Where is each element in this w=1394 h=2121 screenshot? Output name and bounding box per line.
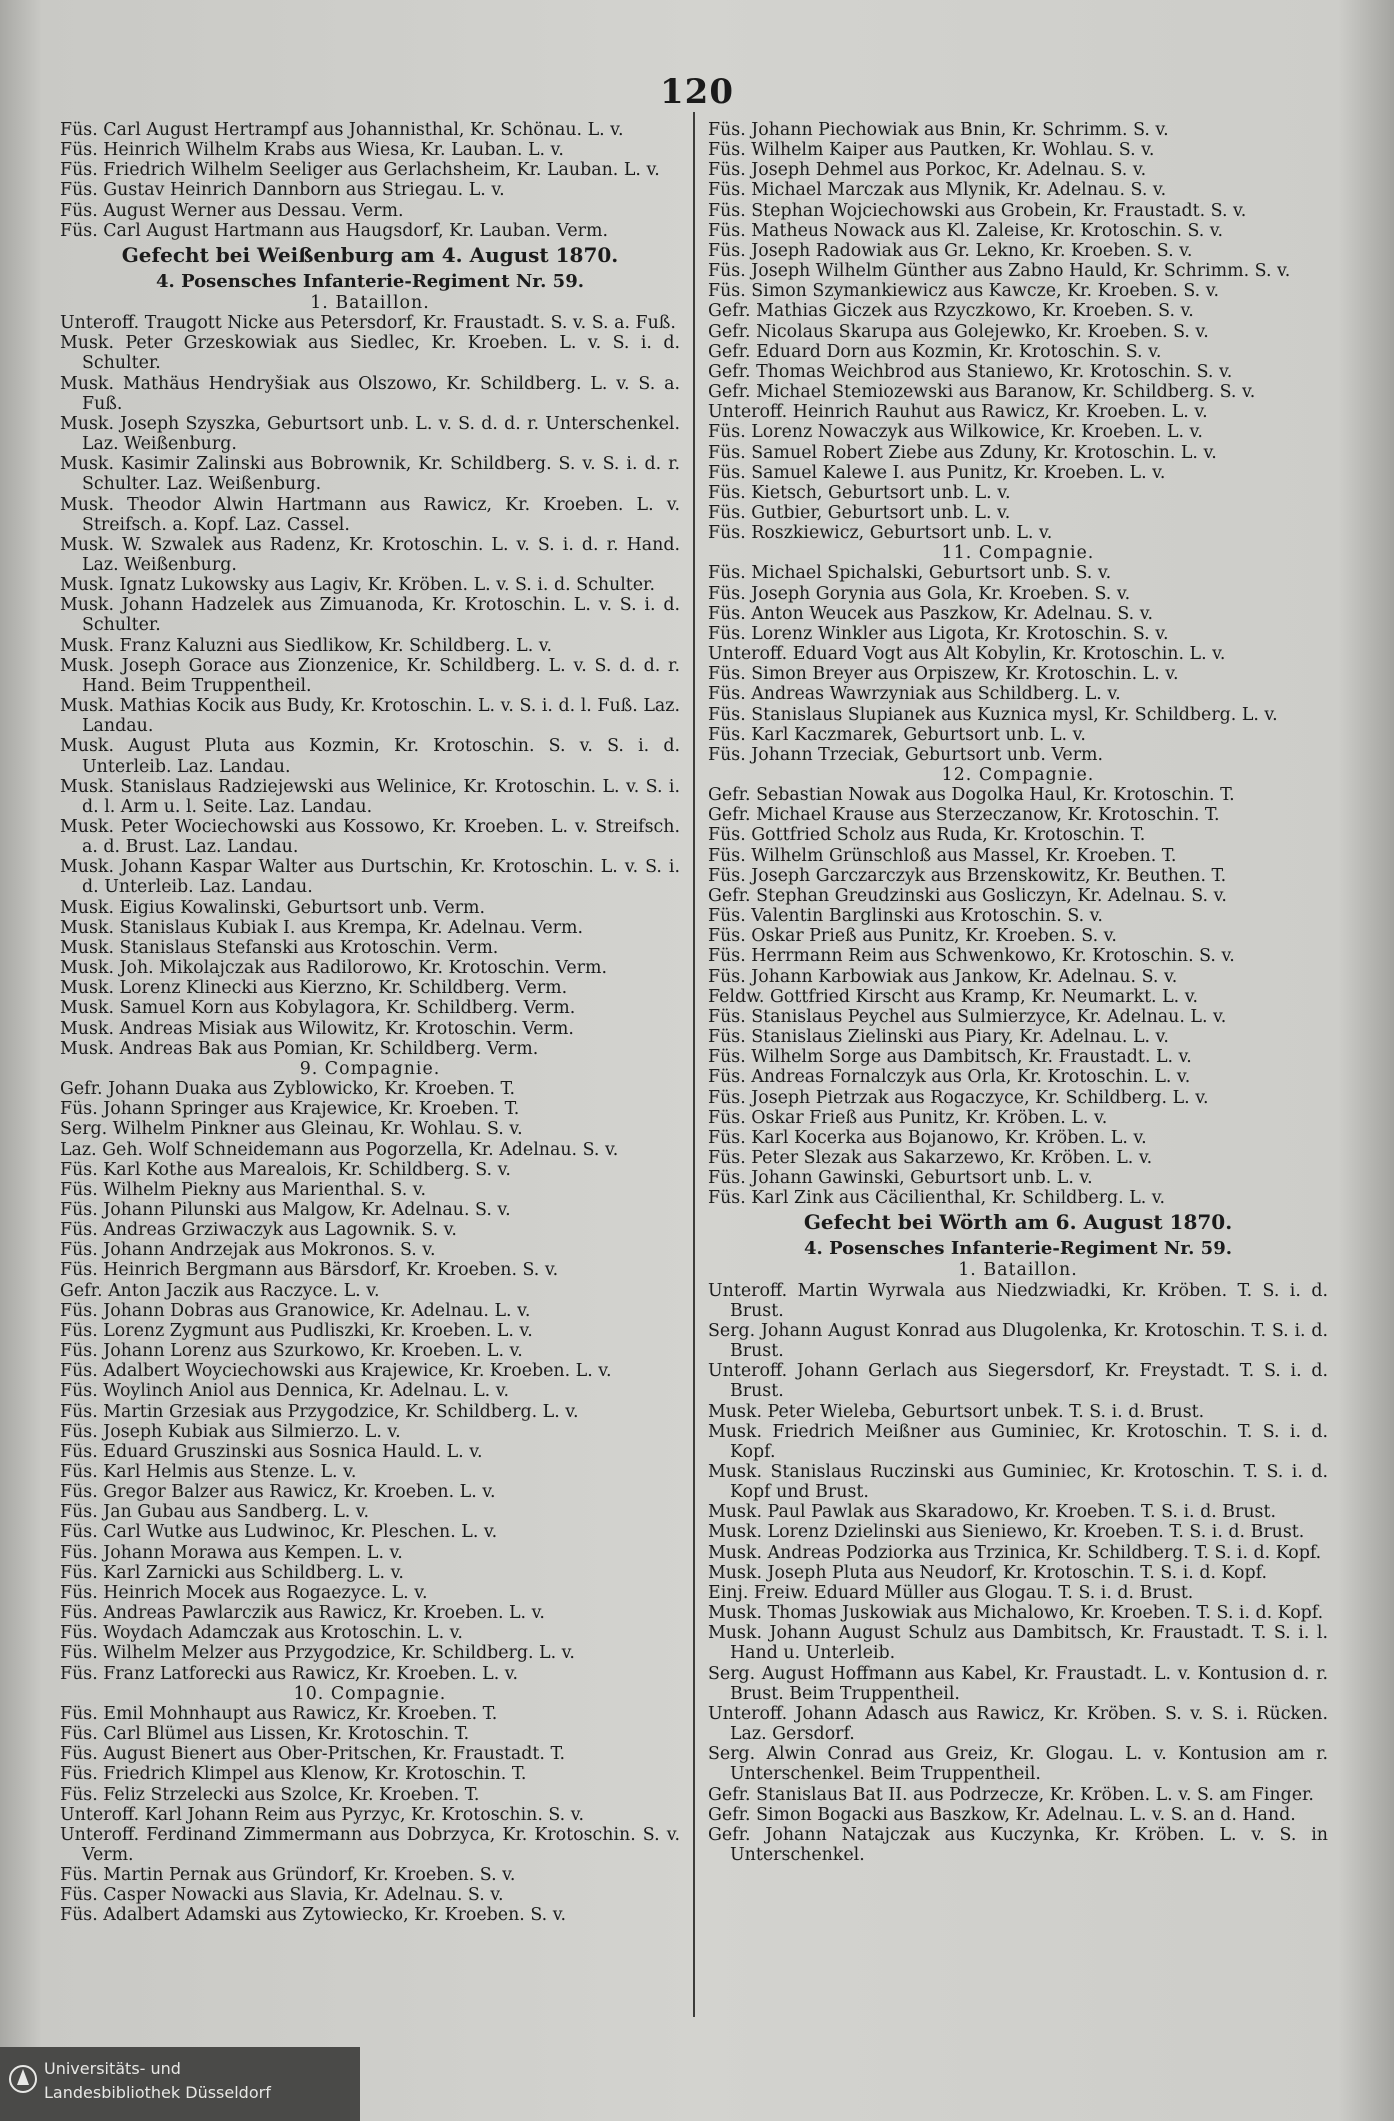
casualty-entry: Gefr. Stephan Greudzinski aus Gosliczyn, Kr. Adelnau. S. v.	[708, 885, 1227, 906]
casualty-entry: Füs. Simon Szymankiewicz aus Kawcze, Kr. Kroeben. S. v.	[708, 281, 1219, 302]
casualty-entry: Füs. Franz Latforecki aus Rawicz, Kr. Kroeben. L. v.	[60, 1663, 519, 1684]
casualty-entry: Füs. Andreas Pawlarczik aus Rawicz, Kr. Kroeben. L. v.	[60, 1603, 545, 1624]
casualty-entry: Füs. Woylinch Aniol aus Dennica, Kr. Adelnau. L. v.	[60, 1381, 510, 1402]
casualty-entry: Feldw. Gottfried Kirscht aus Kramp, Kr. Neumarkt. L. v.	[708, 986, 1199, 1007]
casualty-entry: Musk. Joseph Szyszka, Geburtsort unb. L. v. S. d. d. r. Unterschenkel. Laz. Weißenburg.	[60, 413, 680, 455]
casualty-entry: Füs. Joseph Pietrzak aus Rogaczyce, Kr. Schildberg. L. v.	[708, 1087, 1209, 1108]
casualty-entry: Füs. Johann Springer aus Krajewice, Kr. Kroeben. T.	[60, 1099, 520, 1120]
casualty-entry: Musk. Stanislaus Radziejewski aus Welinice, Kr. Krotoschin. L. v. S. i. d. l. Arm u. l. Seite. Laz. Landau.	[60, 776, 680, 817]
casualty-entry: Füs. Andreas Wawrzyniak aus Schildberg. L. v.	[708, 684, 1121, 705]
casualty-entry: Unteroff. Johann Adasch aus Rawicz, Kr. Kröben. S. v. S. i. Rücken. Laz. Gersdorf.	[708, 1703, 1328, 1745]
casualty-entry: Füs. Lorenz Zygmunt aus Pudliszki, Kr. Kroeben. L. v.	[60, 1320, 533, 1341]
casualty-entry: Füs. Michael Spichalski, Geburtsort unb. S. v.	[708, 563, 1112, 584]
casualty-entry: Musk. Johann August Schulz aus Dambitsch, Kr. Fraustadt. T. S. i. l. Hand u. Unterleib.	[708, 1623, 1328, 1664]
casualty-entry: Füs. Martin Grzesiak aus Przygodzice, Kr. Schildberg. L. v.	[60, 1401, 579, 1422]
casualty-entry: Füs. Karl Kothe aus Marealois, Kr. Schildberg. S. v.	[60, 1159, 511, 1180]
casualty-entry: Musk. Andreas Bak aus Pomian, Kr. Schildberg. Verm.	[60, 1038, 539, 1059]
casualty-entry: Füs. Carl Blümel aus Lissen, Kr. Krotoschin. T.	[60, 1724, 470, 1745]
casualty-entry: Füs. Johann Morawa aus Kempen. L. v.	[60, 1542, 403, 1563]
casualty-entry: Füs. Matheus Nowack aus Kl. Zaleise, Kr. Krotoschin. S. v.	[708, 220, 1224, 241]
casualty-entry: Füs. Karl Kaczmarek, Geburtsort unb. L. v.	[708, 724, 1086, 745]
casualty-entry: Füs. Adalbert Adamski aus Zytowiecko, Kr. Kroeben. S. v.	[60, 1905, 566, 1926]
casualty-entry: Musk. Johann Kaspar Walter aus Durtschin, Kr. Krotoschin. L. v. S. i. d. Unterleib. Laz. Landau.	[60, 857, 680, 898]
casualty-entry: Füs. Wilhelm Melzer aus Przygodzice, Kr. Schildberg. L. v.	[60, 1643, 575, 1664]
casualty-entry: Füs. Andreas Fornalczyk aus Orla, Kr. Krotoschin. L. v.	[708, 1067, 1191, 1088]
casualty-entry: Füs. Karl Zarnicki aus Schildberg. L. v.	[60, 1562, 404, 1583]
casualty-entry: Füs. Oskar Frieß aus Punitz, Kr. Kröben. L. v.	[708, 1107, 1108, 1128]
casualty-entry: Füs. Wilhelm Sorge aus Dambitsch, Kr. Fraustadt. L. v.	[708, 1047, 1192, 1068]
casualty-entry: Laz. Geh. Wolf Schneidemann aus Pogorzella, Kr. Adelnau. S. v.	[60, 1139, 619, 1160]
unit-heading: 9. Compagnie.	[299, 1058, 441, 1079]
casualty-entry: Musk. Peter Grzeskowiak aus Siedlec, Kr. Kroeben. L. v. S. i. d. Schulter.	[60, 333, 680, 374]
casualty-entry: Musk. Eigius Kowalinski, Geburtsort unb. Verm.	[60, 897, 485, 918]
casualty-entry: Füs. Joseph Wilhelm Günther aus Zabno Hauld, Kr. Schrimm. S. v.	[708, 261, 1291, 282]
casualty-entry: Füs. Lorenz Winkler aus Ligota, Kr. Krotoschin. S. v.	[708, 623, 1169, 644]
footer-line-2: Landesbibliothek Düsseldorf	[44, 2083, 271, 2102]
casualty-entry: Gefr. Eduard Dorn aus Kozmin, Kr. Krotoschin. S. v.	[708, 341, 1162, 362]
battle-heading: Gefecht bei Wörth am 6. August 1870.	[803, 1210, 1233, 1235]
casualty-entry: Füs. Gustav Heinrich Dannborn aus Striegau. L. v.	[60, 180, 505, 201]
casualty-entry: Füs. Martin Pernak aus Gründorf, Kr. Kroeben. S. v.	[60, 1865, 516, 1886]
regiment-heading: 4. Posensches Infanterie-Regiment Nr. 59.	[156, 270, 584, 292]
casualty-entry: Musk. Andreas Misiak aus Wilowitz, Kr. Krotoschin. Verm.	[60, 1018, 574, 1039]
casualty-entry: Unteroff. Traugott Nicke aus Petersdorf, Kr. Fraustadt. S. v. S. a. Fuß.	[60, 313, 676, 334]
page-number: 120	[660, 72, 734, 112]
casualty-entry: Füs. Samuel Kalewe I. aus Punitz, Kr. Kroeben. L. v.	[708, 462, 1166, 483]
left-column	[60, 120, 680, 1926]
casualty-entry: Füs. Oskar Prieß aus Punitz, Kr. Kroeben. S. v.	[708, 926, 1117, 947]
casualty-entry: Musk. Stanislaus Stefanski aus Krotoschin. Verm.	[60, 937, 499, 958]
casualty-entry: Serg. Alwin Conrad aus Greiz, Kr. Glogau. L. v. Kontusion am r. Unterschenkel. Beim Truppentheil.	[708, 1744, 1328, 1785]
casualty-entry: Füs. Johann Trzeciak, Geburtsort unb. Verm.	[708, 744, 1104, 765]
battle-heading: Gefecht bei Weißenburg am 4. August 1870.	[121, 242, 619, 267]
casualty-entry: Musk. Andreas Podziorka aus Trzinica, Kr. Schildberg. T. S. i. d. Kopf.	[708, 1542, 1322, 1563]
casualty-entry: Füs. Kietsch, Geburtsort unb. L. v.	[708, 482, 1011, 503]
casualty-entry: Gefr. Mathias Giczek aus Rzyczkowo, Kr. Kroeben. S. v.	[708, 301, 1194, 322]
casualty-entry: Füs. Joseph Garczarczyk aus Brzenskowitz, Kr. Beuthen. T.	[708, 865, 1227, 886]
casualty-entry: Musk. Paul Pawlak aus Skaradowo, Kr. Kroeben. T. S. i. d. Brust.	[708, 1502, 1276, 1523]
casualty-entry: Füs. Heinrich Wilhelm Krabs aus Wiesa, Kr. Lauban. L. v.	[60, 140, 564, 161]
casualty-entry: Füs. Wilhelm Kaiper aus Pautken, Kr. Wohlau. S. v.	[708, 140, 1155, 161]
casualty-entry: Füs. Emil Mohnhaupt aus Rawicz, Kr. Kroeben. T.	[60, 1703, 498, 1724]
casualty-entry: Füs. Karl Zink aus Cäcilienthal, Kr. Schildberg. L. v.	[708, 1188, 1166, 1209]
regiment-heading: 4. Posensches Infanterie-Regiment Nr. 59.	[804, 1238, 1232, 1260]
casualty-entry: Füs. Stephan Wojciechowski aus Grobein, Kr. Fraustadt. S. v.	[708, 200, 1247, 221]
casualty-entry: Füs. Heinrich Mocek aus Rogaezyce. L. v.	[60, 1582, 428, 1603]
casualty-entry: Füs. Carl August Hartmann aus Haugsdorf, Kr. Lauban. Verm.	[60, 220, 608, 241]
casualty-entry: Füs. Andreas Grziwaczyk aus Lagownik. S. v.	[60, 1220, 457, 1241]
unit-heading: 11. Compagnie.	[941, 543, 1095, 564]
casualty-entry: Unteroff. Ferdinand Zimmermann aus Dobrzyca, Kr. Krotoschin. S. v. Verm.	[60, 1824, 680, 1865]
casualty-entry: Serg. Wilhelm Pinkner aus Gleinau, Kr. Wohlau. S. v.	[60, 1119, 523, 1140]
unit-heading: 10. Compagnie.	[293, 1683, 447, 1704]
casualty-entry: Musk. Theodor Alwin Hartmann aus Rawicz, Kr. Kroeben. L. v. Streifsch. a. Kopf. Laz. Cassel.	[60, 494, 680, 535]
casualty-entry: Musk. Mathias Kocik aus Budy, Kr. Krotoschin. L. v. S. i. d. l. Fuß. Laz. Landau.	[60, 696, 680, 737]
casualty-entry: Füs. Joseph Dehmel aus Porkoc, Kr. Adelnau. S. v.	[708, 160, 1147, 181]
casualty-entry: Unteroff. Martin Wyrwala aus Niedzwiadki, Kr. Kröben. T. S. i. d. Brust.	[708, 1280, 1328, 1321]
casualty-entry: Füs. Johann Pilunski aus Malgow, Kr. Adelnau. S. v.	[60, 1199, 511, 1220]
casualty-entry: Musk. Johann Hadzelek aus Zimuanoda, Kr. Krotoschin. L. v. S. i. d. Schulter.	[60, 595, 680, 636]
casualty-entry: Musk. W. Szwalek aus Radenz, Kr. Krotoschin. L. v. S. i. d. r. Hand. Laz. Weißenburg.	[60, 534, 680, 575]
casualty-entry: Füs. Gregor Balzer aus Rawicz, Kr. Kroeben. L. v.	[60, 1482, 496, 1503]
casualty-entry: Musk. Lorenz Klinecki aus Kierzno, Kr. Schildberg. Verm.	[60, 978, 568, 999]
casualty-entry: Unteroff. Karl Johann Reim aus Pyrzyc, Kr. Krotoschin. S. v.	[60, 1804, 585, 1825]
casualty-entry: Füs. Carl August Hertrampf aus Johannisthal, Kr. Schönau. L. v.	[60, 120, 624, 140]
casualty-entry: Füs. Stanislaus Zielinski aus Piary, Kr. Adelnau. L. v.	[708, 1027, 1169, 1048]
casualty-entry: Füs. Feliz Strzelecki aus Szolce, Kr. Kroeben. T.	[60, 1784, 480, 1805]
casualty-entry: Füs. Peter Slezak aus Sakarzewo, Kr. Kröben. L. v.	[708, 1147, 1153, 1168]
casualty-entry: Unteroff. Eduard Vogt aus Alt Kobylin, Kr. Krotoschin. L. v.	[708, 644, 1226, 665]
casualty-entry: Unteroff. Heinrich Rauhut aus Rawicz, Kr. Kroeben. L. v.	[708, 402, 1208, 423]
casualty-entry: Füs. Lorenz Nowaczyk aus Wilkowice, Kr. Kroeben. L. v.	[708, 422, 1203, 443]
casualty-entry: Serg. Johann August Konrad aus Dlugolenka, Kr. Krotoschin. T. S. i. d. Brust.	[708, 1320, 1328, 1362]
casualty-entry: Füs. Johann Lorenz aus Szurkowo, Kr. Kroeben. L. v.	[60, 1341, 523, 1362]
casualty-entry: Musk. Peter Wociechowski aus Kossowo, Kr. Kroeben. L. v. Streifsch. a. d. Brust. Laz. Landau.	[60, 817, 680, 858]
unit-heading: 12. Compagnie.	[941, 765, 1095, 785]
casualty-entry: Musk. Franz Kaluzni aus Siedlikow, Kr. Schildberg. L. v.	[60, 635, 553, 656]
casualty-entry: Musk. Joh. Mikolajczak aus Radilorowo, Kr. Krotoschin. Verm.	[60, 958, 608, 979]
casualty-entry: Musk. Samuel Korn aus Kobylagora, Kr. Schildberg. Verm.	[60, 998, 576, 1019]
casualty-entry: Füs. Karl Kocerka aus Bojanowo, Kr. Kröben. L. v.	[708, 1127, 1147, 1148]
casualty-entry: Füs. Anton Weucek aus Paszkow, Kr. Adelnau. S. v.	[708, 603, 1153, 624]
casualty-entry: Gefr. Sebastian Nowak aus Dogolka Haul, Kr. Krotoschin. T.	[708, 785, 1235, 806]
casualty-entry: Füs. Valentin Barglinski aus Krotoschin. S. v.	[708, 906, 1103, 927]
casualty-entry: Füs. Adalbert Woyciechowski aus Krajewice, Kr. Kroeben. L. v.	[60, 1361, 612, 1382]
library-footer	[0, 2047, 360, 2121]
casualty-entry: Füs. August Bienert aus Ober-Pritschen, Kr. Fraustadt. T.	[60, 1744, 566, 1765]
casualty-entry: Füs. Eduard Gruszinski aus Sosnica Hauld. L. v.	[60, 1441, 483, 1462]
casualty-entry: Füs. Joseph Radowiak aus Gr. Lekno, Kr. Kroeben. S. v.	[708, 240, 1193, 261]
casualty-entry: Füs. Joseph Gorynia aus Gola, Kr. Kroeben. S. v.	[708, 583, 1131, 604]
casualty-entry: Musk. Joseph Gorace aus Zionzenice, Kr. Schildberg. L. v. S. d. d. r. Hand. Beim Truppentheil.	[60, 655, 680, 696]
casualty-entry: Füs. Gottfried Scholz aus Ruda, Kr. Krotoschin. T.	[708, 825, 1146, 846]
casualty-entry: Füs. Johann Piechowiak aus Bnin, Kr. Schrimm. S. v.	[708, 120, 1169, 140]
casualty-entry: Musk. Joseph Pluta aus Neudorf, Kr. Krotoschin. T. S. i. d. Kopf.	[708, 1562, 1268, 1583]
casualty-entry: Füs. Joseph Kubiak aus Silmierzo. L. v.	[60, 1421, 401, 1442]
casualty-entry: Füs. Gutbier, Geburtsort unb. L. v.	[708, 502, 1011, 523]
casualty-entry: Musk. Kasimir Zalinski aus Bobrownik, Kr. Schildberg. S. v. S. i. d. r. Schulter. Laz. Weißenburg.	[60, 454, 680, 495]
unit-heading: 1. Bataillon.	[958, 1260, 1078, 1281]
casualty-entry: Musk. Mathäus Hendryšiak aus Olszowo, Kr. Schildberg. L. v. S. a. Fuß.	[60, 373, 680, 414]
casualty-entry: Unteroff. Johann Gerlach aus Siegersdorf, Kr. Freystadt. T. S. i. d. Brust.	[708, 1361, 1328, 1402]
casualty-entry: Füs. Karl Helmis aus Stenze. L. v.	[60, 1462, 357, 1482]
casualty-entry: Füs. Friedrich Klimpel aus Klenow, Kr. Krotoschin. T.	[60, 1764, 527, 1785]
casualty-entry: Füs. Woydach Adamczak aus Krotoschin. L. v.	[60, 1623, 463, 1644]
casualty-entry: Füs. Johann Karbowiak aus Jankow, Kr. Adelnau. S. v.	[708, 966, 1178, 987]
casualty-entry: Gefr. Johann Duaka aus Zyblowicko, Kr. Kroeben. T.	[60, 1079, 516, 1100]
casualty-entry: Füs. Roszkiewicz, Geburtsort unb. L. v.	[708, 523, 1053, 544]
casualty-entry: Füs. Jan Gubau aus Sandberg. L. v.	[60, 1502, 370, 1523]
casualty-entry: Gefr. Thomas Weichbrod aus Staniewo, Kr. Krotoschin. S. v.	[708, 361, 1233, 382]
casualty-entry: Gefr. Johann Natajczak aus Kuczynka, Kr. Kröben. L. v. S. in Unterschenkel.	[708, 1824, 1328, 1865]
casualty-entry: Musk. Lorenz Dzielinski aus Sieniewo, Kr. Kroeben. T. S. i. d. Brust.	[708, 1522, 1305, 1543]
casualty-entry: Gefr. Michael Stemiozewski aus Baranow, Kr. Schildberg. S. v.	[708, 382, 1256, 403]
casualty-entry: Gefr. Simon Bogacki aus Baszkow, Kr. Adelnau. L. v. S. an d. Hand.	[708, 1804, 1296, 1825]
casualty-entry: Gefr. Anton Jaczik aus Raczyce. L. v.	[60, 1280, 380, 1301]
casualty-entry: Füs. Casper Nowacki aus Slavia, Kr. Adelnau. S. v.	[60, 1885, 504, 1906]
casualty-entry: Füs. Michael Marczak aus Mlynik, Kr. Adelnau. S. v.	[708, 180, 1167, 201]
casualty-entry: Einj. Freiw. Eduard Müller aus Glogau. T. S. i. d. Brust.	[708, 1582, 1194, 1603]
casualty-entry: Füs. Friedrich Wilhelm Seeliger aus Gerlachsheim, Kr. Lauban. L. v.	[60, 160, 660, 181]
casualty-entry: Füs. Wilhelm Grünschloß aus Massel, Kr. Kroeben. T.	[708, 845, 1177, 866]
casualty-entry: Musk. Thomas Juskowiak aus Michalowo, Kr. Kroeben. T. S. i. d. Kopf.	[708, 1603, 1324, 1624]
casualty-entry: Gefr. Stanislaus Bat II. aus Podrzecze, Kr. Kröben. L. v. S. am Finger.	[708, 1784, 1314, 1805]
casualty-entry: Füs. Wilhelm Piekny aus Marienthal. S. v.	[60, 1179, 427, 1200]
casualty-entry: Musk. Stanislaus Kubiak I. aus Krempa, Kr. Adelnau. Verm.	[60, 917, 583, 938]
casualty-entry: Füs. August Werner aus Dessau. Verm.	[60, 200, 404, 221]
casualty-entry: Füs. Samuel Robert Ziebe aus Zduny, Kr. Krotoschin. L. v.	[708, 442, 1217, 463]
casualty-entry: Füs. Herrmann Reim aus Schwenkowo, Kr. Krotoschin. S. v.	[708, 946, 1235, 967]
column-divider	[693, 112, 695, 2017]
casualty-entry: Füs. Carl Wutke aus Ludwinoc, Kr. Pleschen. L. v.	[60, 1522, 498, 1543]
footer-line-1: Universitäts- und	[44, 2059, 181, 2078]
casualty-entry: Musk. Stanislaus Ruczinski aus Guminiec, Kr. Krotoschin. T. S. i. d. Kopf und Brust.	[708, 1462, 1328, 1503]
casualty-entry: Füs. Simon Breyer aus Orpiszew, Kr. Krotoschin. L. v.	[708, 664, 1179, 685]
casualty-entry: Musk. August Pluta aus Kozmin, Kr. Krotoschin. S. v. S. i. d. Unterleib. Laz. Landau.	[60, 736, 680, 777]
casualty-entry: Füs. Johann Gawinski, Geburtsort unb. L. v.	[708, 1168, 1093, 1189]
casualty-entry: Füs. Johann Dobras aus Granowice, Kr. Adelnau. L. v.	[60, 1300, 531, 1321]
library-logo-icon	[8, 2059, 38, 2099]
casualty-entry: Füs. Johann Andrzejak aus Mokronos. S. v.	[60, 1240, 436, 1261]
casualty-entry: Füs. Heinrich Bergmann aus Bärsdorf, Kr. Kroeben. S. v.	[60, 1260, 559, 1281]
right-column	[708, 120, 1328, 1865]
casualty-entry: Musk. Peter Wieleba, Geburtsort unbek. T. S. i. d. Brust.	[708, 1401, 1205, 1422]
casualty-entry: Füs. Stanislaus Slupianek aus Kuznica mysl, Kr. Schildberg. L. v.	[708, 704, 1278, 725]
casualty-entry: Musk. Friedrich Meißner aus Guminiec, Kr. Krotoschin. T. S. i. d. Kopf.	[708, 1421, 1328, 1462]
casualty-entry: Füs. Stanislaus Peychel aus Sulmierzyce, Kr. Adelnau. L. v.	[708, 1006, 1227, 1027]
unit-heading: 1. Bataillon.	[310, 292, 430, 313]
casualty-entry: Gefr. Nicolaus Skarupa aus Golejewko, Kr. Kroeben. S. v.	[708, 321, 1209, 342]
casualty-entry: Serg. August Hoffmann aus Kabel, Kr. Fraustadt. L. v. Kontusion d. r. Brust. Beim Truppentheil.	[708, 1663, 1328, 1704]
casualty-entry: Musk. Ignatz Lukowsky aus Lagiv, Kr. Kröben. L. v. S. i. d. Schulter.	[60, 575, 655, 596]
casualty-entry: Gefr. Michael Krause aus Sterzeczanow, Kr. Krotoschin. T.	[708, 805, 1220, 826]
